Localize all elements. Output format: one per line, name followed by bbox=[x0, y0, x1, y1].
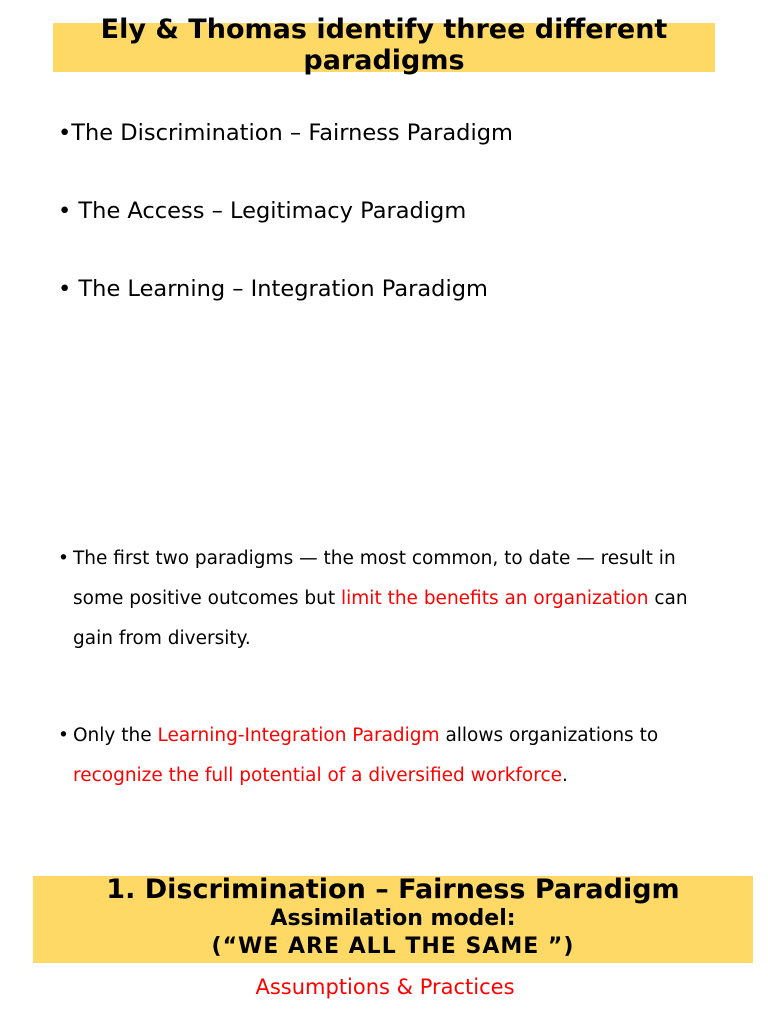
bullet-icon: • bbox=[58, 725, 69, 746]
paradigm-label: The Discrimination – Fairness Paradigm bbox=[71, 120, 513, 146]
paragraph-text: . bbox=[562, 765, 568, 786]
paradigm-item-learning bbox=[58, 275, 488, 303]
slide-title-line-1: Ely & Thomas identify three different bbox=[100, 14, 668, 45]
paragraph-text: Only the bbox=[73, 725, 158, 746]
slide-title-line-2: paradigms bbox=[303, 45, 465, 76]
paragraph-body bbox=[58, 716, 718, 796]
paragraph-text: allows organizations to bbox=[439, 725, 659, 746]
bullet-icon: • bbox=[58, 548, 69, 569]
paragraph-first-two-paradigms bbox=[58, 539, 718, 659]
paragraph-text: can gain from diversity. bbox=[73, 588, 688, 649]
paragraph-highlight: Learning-Integration Paradigm bbox=[157, 725, 440, 746]
section-quote: (“WE ARE ALL THE SAME ”) bbox=[211, 934, 575, 959]
paragraph-highlight: limit the benefits an organization bbox=[341, 588, 649, 609]
paradigm-item-access bbox=[58, 197, 466, 225]
paragraph-body bbox=[58, 539, 718, 659]
bullet-icon: • bbox=[58, 198, 72, 224]
slide-title bbox=[53, 14, 715, 76]
paragraph-text: The first two paradigms — the most common, to date — result in some positive outcomes but bbox=[73, 548, 676, 609]
paragraph-highlight: recognize the full potential of a diversified workforce bbox=[73, 765, 563, 786]
bullet-icon: • bbox=[58, 120, 72, 146]
bullet-icon: • bbox=[58, 276, 72, 302]
paradigm-label: The Learning – Integration Paradigm bbox=[71, 276, 488, 302]
paradigm-item-discrimination bbox=[58, 119, 513, 147]
section-heading: 1. Discrimination – Fairness Paradigm bbox=[106, 874, 680, 905]
section-caption: Assumptions & Practices bbox=[255, 975, 515, 999]
paradigm-label: The Access – Legitimacy Paradigm bbox=[71, 198, 467, 224]
paragraph-learning-integration bbox=[58, 716, 718, 796]
section-subheading: Assimilation model: bbox=[270, 906, 516, 931]
